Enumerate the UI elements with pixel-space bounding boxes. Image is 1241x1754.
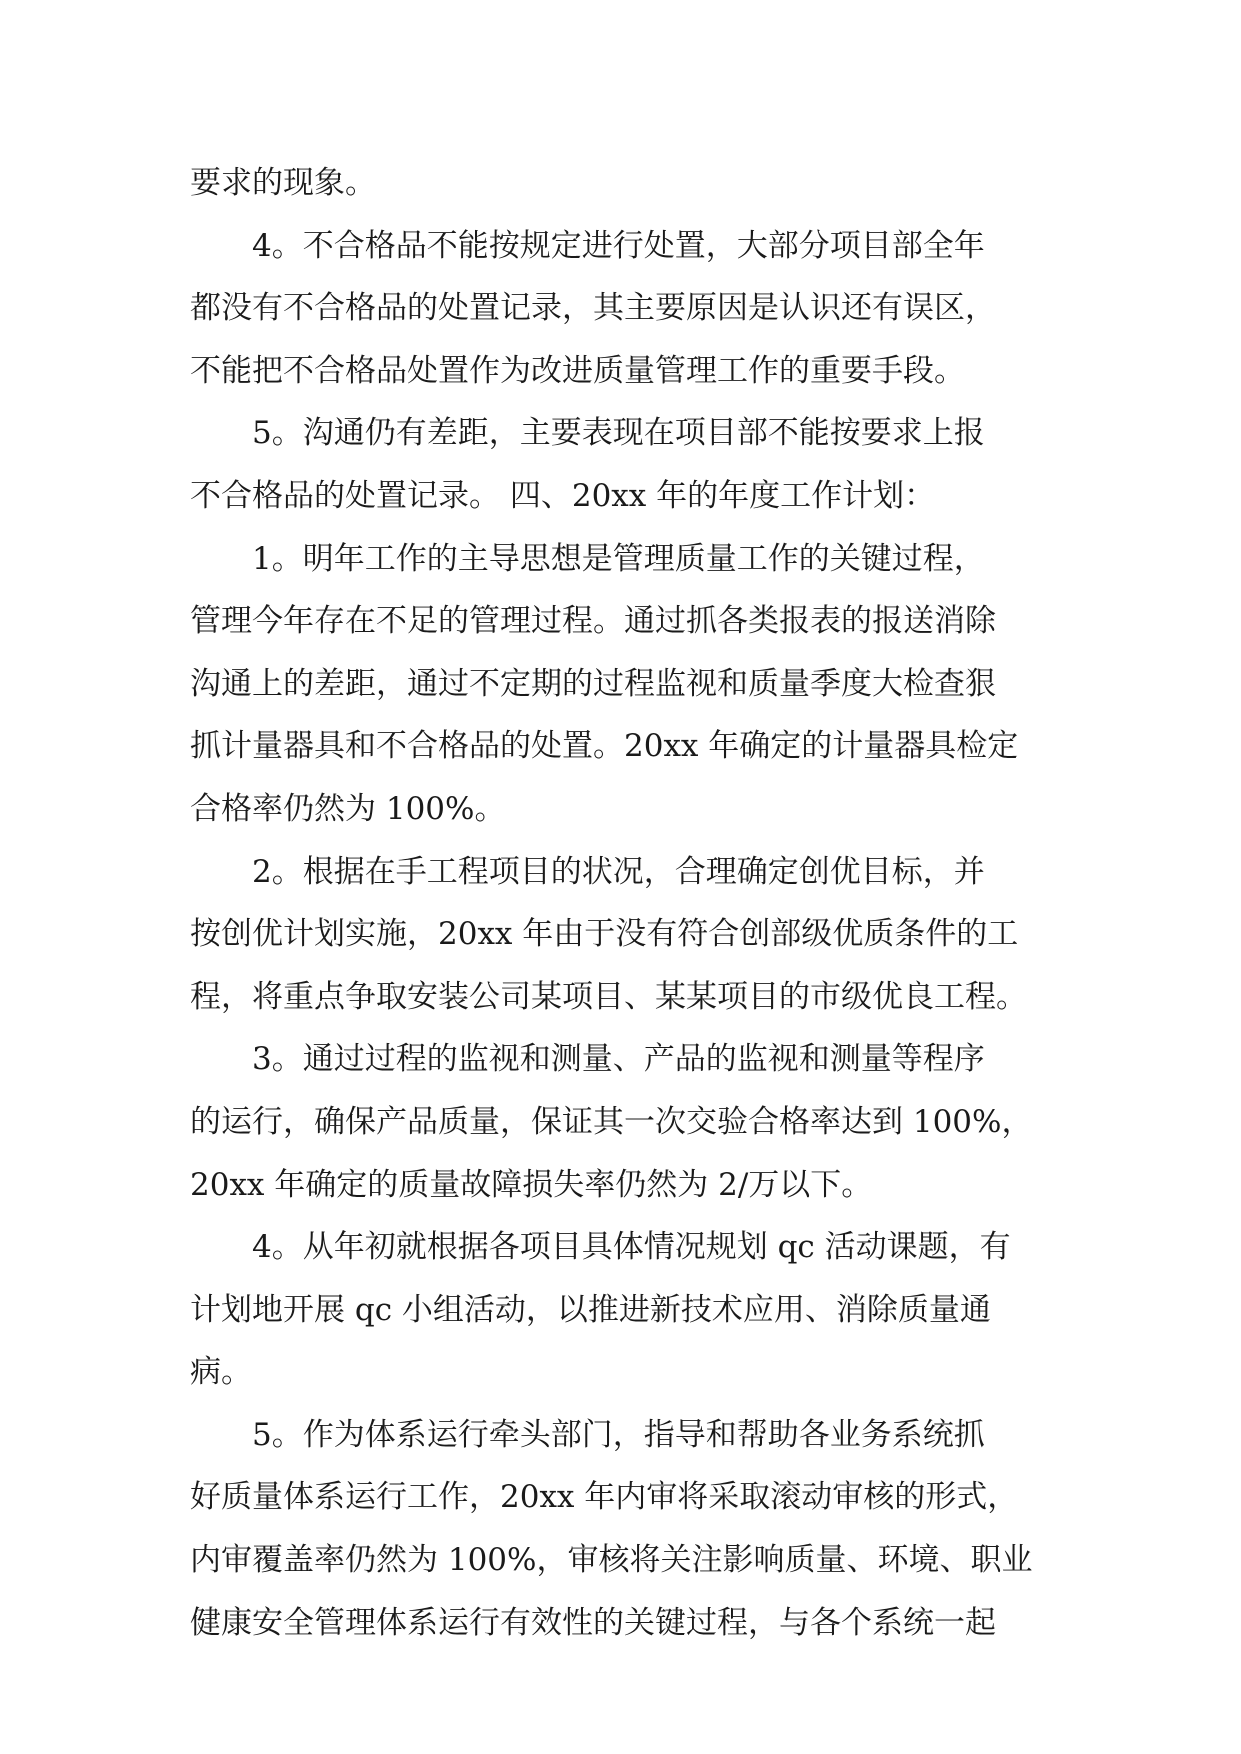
paragraph-plan-5 — [190, 1404, 1048, 1654]
text-line: 健康安全管理体系运行有效性的关键过程，与各个系统一起 — [190, 1604, 996, 1641]
paragraph-plan-1 — [190, 528, 1048, 841]
paragraph-item-5 — [190, 402, 1048, 527]
text-line: 的运行，确保产品质量，保证其一次交验合格率达到 100%， — [190, 1103, 1033, 1140]
text-line: 不能把不合格品处置作为改进质量管理工作的重要手段。 — [190, 352, 965, 389]
text-line: 按创优计划实施，20xx 年由于没有符合创部级优质条件的工 — [190, 916, 1019, 953]
text-line: 合格率仍然为 100%。 — [190, 790, 506, 827]
paragraph-plan-2 — [190, 841, 1048, 1029]
text-line: 内审覆盖率仍然为 100%，审核将关注影响质量、环境、职业 — [190, 1542, 1033, 1579]
text-line: 不合格品的处置记录。 四、20xx 年的年度工作计划： — [190, 477, 936, 514]
text-line: 5。作为体系运行牵头部门，指导和帮助各业务系统抓 — [252, 1416, 985, 1453]
text-line: 程，将重点争取安装公司某项目、某某项目的市级优良工程。 — [190, 978, 1027, 1015]
paragraph-plan-4 — [190, 1216, 1048, 1404]
document-page — [190, 152, 1048, 1654]
text-line: 1。明年工作的主导思想是管理质量工作的关键过程， — [252, 540, 985, 577]
text-line: 5。沟通仍有差距，主要表现在项目部不能按要求上报 — [252, 415, 985, 452]
text-line: 4。不合格品不能按规定进行处置，大部分项目部全年 — [252, 227, 985, 264]
text-line: 20xx 年确定的质量故障损失率仍然为 2/万以下。 — [190, 1166, 873, 1203]
text-line: 3。通过过程的监视和测量、产品的监视和测量等程序 — [252, 1041, 985, 1078]
text-line: 计划地开展 qc 小组活动，以推进新技术应用、消除质量通 — [190, 1291, 991, 1328]
text-line: 都没有不合格品的处置记录，其主要原因是认识还有误区， — [190, 290, 996, 327]
text-line: 好质量体系运行工作，20xx 年内审将采取滚动审核的形式， — [190, 1479, 1019, 1516]
text-line: 病。 — [190, 1354, 252, 1391]
text-line: 4。从年初就根据各项目具体情况规划 qc 活动课题，有 — [252, 1229, 1011, 1266]
text-line: 管理今年存在不足的管理过程。通过抓各类报表的报送消除 — [190, 603, 996, 640]
text-line: 要求的现象。 — [190, 165, 376, 201]
text-line: 抓计量器具和不合格品的处置。20xx 年确定的计量器具检定 — [190, 728, 1019, 765]
text-line: 沟通上的差距，通过不定期的过程监视和质量季度大检查狠 — [190, 665, 996, 702]
paragraph-item-4 — [190, 215, 1048, 403]
text-line: 2。根据在手工程项目的状况，合理确定创优目标，并 — [252, 853, 985, 890]
paragraph-plan-3 — [190, 1028, 1048, 1216]
paragraph-continuation — [190, 152, 1048, 215]
